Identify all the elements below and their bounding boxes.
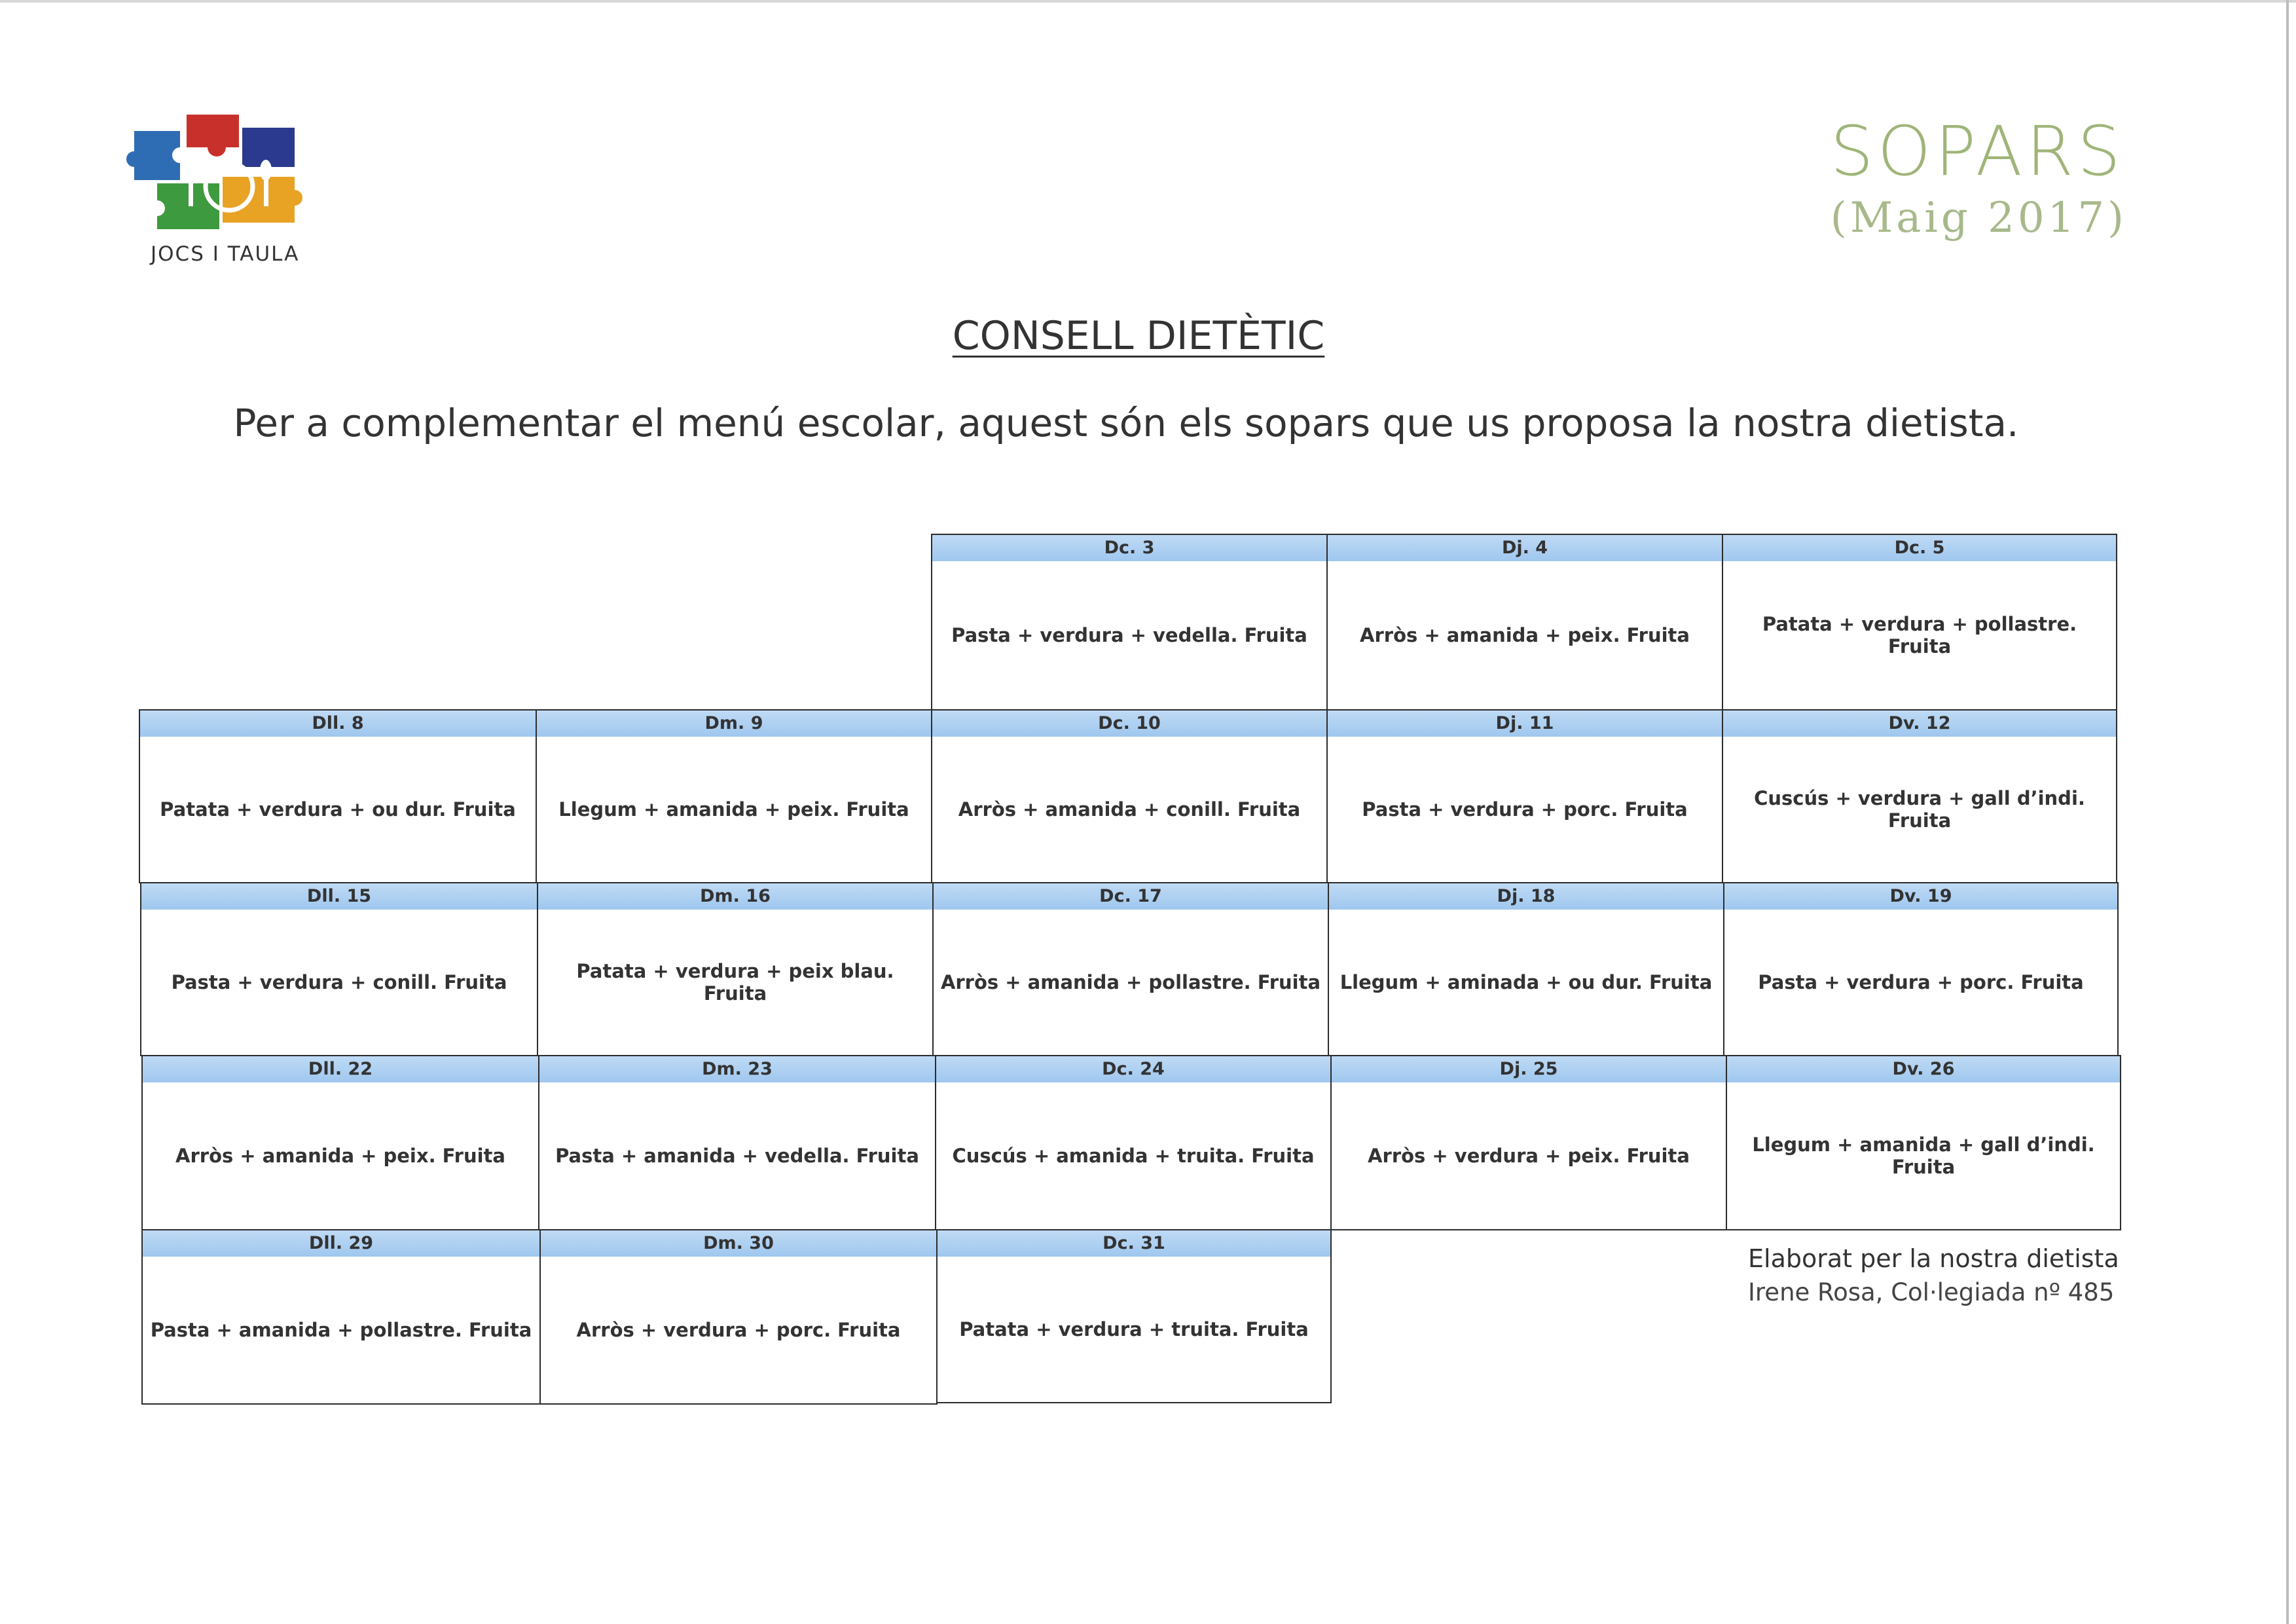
menu-cell (936, 1229, 1332, 1403)
day-header: Dj. 11 (1328, 710, 1722, 737)
day-header: Dv. 12 (1723, 710, 2116, 737)
logo-text: JOCS I TAULA (151, 242, 300, 266)
menu-cell (141, 1229, 541, 1405)
menu-cell (1723, 882, 2119, 1056)
menu-cell (931, 709, 1328, 883)
day-header: Dj. 4 (1328, 535, 1722, 561)
meal-text: Arròs + amanida + peix. Fruita (175, 1145, 505, 1167)
menu-cell (538, 1055, 936, 1230)
day-header: Dc. 5 (1723, 535, 2116, 561)
credit-line-2: Irene Rosa, Col·legiada nº 485 (1748, 1278, 2115, 1306)
day-header: Dll. 8 (140, 710, 536, 737)
meal-text: Patata + verdura + truita. Fruita (959, 1318, 1309, 1340)
day-header: Dm. 23 (539, 1056, 935, 1082)
main-heading-text: CONSELL DIETÈTIC (952, 313, 1325, 359)
intro-text: Per a complementar el menú escolar, aquest són els sopars que us proposa la nostra dietista. (233, 401, 2019, 445)
menu-cell (140, 882, 538, 1056)
meal-text: Arròs + verdura + porc. Fruita (576, 1319, 901, 1341)
menu-cell (139, 709, 537, 883)
day-header: Dc. 3 (932, 535, 1326, 561)
puzzle-logo-icon (124, 105, 334, 236)
menu-cell (1722, 534, 2117, 710)
day-header: Dc. 31 (938, 1230, 1330, 1257)
menu-cell (537, 882, 934, 1056)
day-header: Dll. 15 (141, 883, 537, 910)
day-header: Dll. 29 (143, 1230, 539, 1257)
menu-cell (1326, 709, 1723, 883)
menu-cell (1330, 1055, 1727, 1230)
meal-text: Patata + verdura + peix blau. Fruita (576, 960, 894, 1005)
meal-text: Patata + verdura + ou dur. Fruita (160, 798, 516, 821)
menu-cell (935, 1055, 1332, 1230)
day-header: Dc. 24 (936, 1056, 1330, 1082)
meal-text: Pasta + verdura + porc. Fruita (1758, 971, 2084, 993)
meal-text: Arròs + amanida + pollastre. Fruita (940, 971, 1321, 993)
meal-text: Pasta + verdura + vedella. Fruita (951, 624, 1307, 646)
meal-text: Arròs + amanida + conill. Fruita (958, 798, 1301, 821)
menu-cell (1326, 534, 1723, 710)
menu-cell (1726, 1055, 2121, 1230)
meal-text: Pasta + verdura + conill. Fruita (171, 971, 507, 993)
day-header: Dj. 18 (1329, 883, 1723, 910)
meal-text: Pasta + amanida + pollastre. Fruita (150, 1319, 532, 1341)
menu-cell (141, 1055, 539, 1230)
day-header: Dv. 26 (1727, 1056, 2120, 1082)
day-header: Dj. 25 (1332, 1056, 1726, 1082)
meal-text: Llegum + amanida + peix. Fruita (558, 798, 909, 821)
dietitian-credit (1748, 1244, 2141, 1306)
page-title: SOPARS (1830, 111, 2124, 191)
meal-text: Cuscús + verdura + gall d’indi. Fruita (1754, 787, 2085, 832)
meal-text: Patata + verdura + pollastre. Fruita (1762, 613, 2077, 657)
menu-cell (536, 709, 932, 883)
meal-text: Cuscús + amanida + truita. Fruita (952, 1145, 1315, 1167)
meal-text: Llegum + amanida + gall d’indi. Fruita (1752, 1134, 2095, 1178)
menu-cell (1722, 709, 2117, 883)
page-subtitle: (Maig 2017) (1830, 194, 2127, 242)
day-header: Dc. 17 (934, 883, 1328, 910)
main-heading (0, 313, 2277, 359)
day-header: Dm. 30 (541, 1230, 936, 1257)
meal-text: Arròs + amanida + peix. Fruita (1360, 624, 1690, 646)
day-header: Dll. 22 (143, 1056, 538, 1082)
menu-cell (932, 882, 1329, 1056)
scan-right-edge (2286, 0, 2289, 1624)
day-header: Dm. 9 (537, 710, 931, 737)
menu-cell (931, 534, 1328, 710)
day-header: Dm. 16 (538, 883, 932, 910)
meal-text: Pasta + amanida + vedella. Fruita (555, 1145, 919, 1167)
day-header: Dv. 19 (1724, 883, 2117, 910)
meal-text: Arròs + verdura + peix. Fruita (1368, 1145, 1690, 1167)
meal-text: Pasta + verdura + porc. Fruita (1362, 798, 1688, 821)
meal-text: Llegum + aminada + ou dur. Fruita (1339, 971, 1713, 993)
menu-cell (539, 1229, 938, 1405)
credit-line-1: Elaborat per la nostra dietista (1748, 1244, 2119, 1273)
menu-cell (1328, 882, 1724, 1056)
jocs-i-taula-logo (124, 105, 334, 268)
day-header: Dc. 10 (932, 710, 1326, 737)
scan-top-line (0, 0, 2296, 3)
